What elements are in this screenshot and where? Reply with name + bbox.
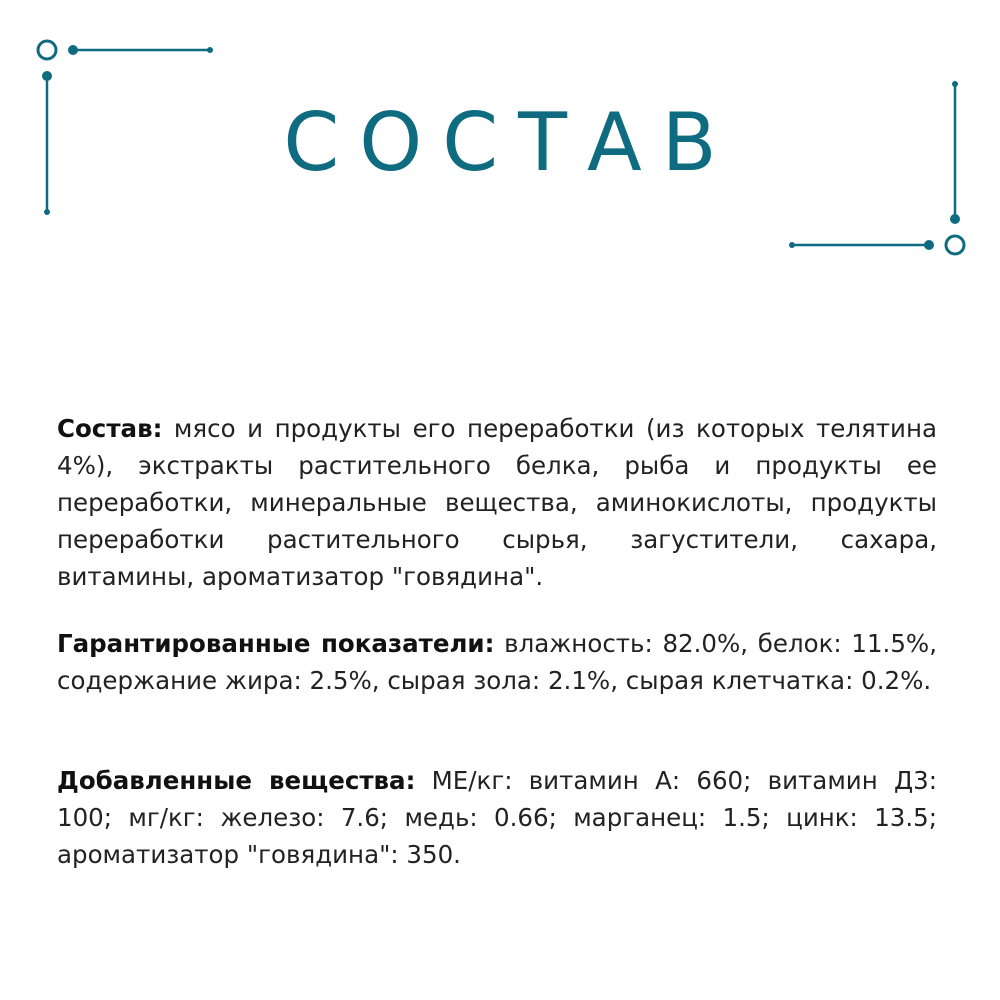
guaranteed-values-label: Гарантированные показатели: [57,629,495,658]
guaranteed-values-section [57,625,937,699]
frame-dot-top-left-h [68,45,78,55]
composition-section [57,410,937,595]
frame-ring-top-left [38,41,56,59]
frame-dot-bottom-right-h [924,240,934,250]
composition-text: мясо и продукты его переработки (из которых телятина 4%), экстракты растительного белка, рыба и продукты ее переработки, минеральные вещества, аминокислоты, продукты переработки растительного сырья, загустители, сахара, витамины, ароматизатор "говядина". [57,414,937,591]
frame-dot-top-left-v [42,71,52,81]
frame-dot-bottom-right-v-start [952,81,958,87]
additives-text: МЕ/кг: витамин А: 660; витамин Д3: 100; мг/кг: железо: 7.6; медь: 0.66; марганец: 1.5; цинк: 13.5; ароматизатор "говядина": 350. [57,766,937,869]
guaranteed-values-text: влажность: 82.0%, белок: 11.5%, содержание жира: 2.5%, сырая зола: 2.1%, сырая клетчатка: 0.2%. [57,629,937,695]
additives-section [57,762,937,873]
frame-dot-bottom-right-h-start [789,242,795,248]
additives-label: Добавленные вещества: [57,766,416,795]
frame-dot-bottom-right-v [950,214,960,224]
composition-label: Состав: [57,414,163,443]
page-title: СОСТАВ [283,96,737,189]
frame-ring-bottom-right [946,236,964,254]
frame-dot-top-left-v-end [44,209,50,215]
frame-dot-top-left-h-end [207,47,213,53]
